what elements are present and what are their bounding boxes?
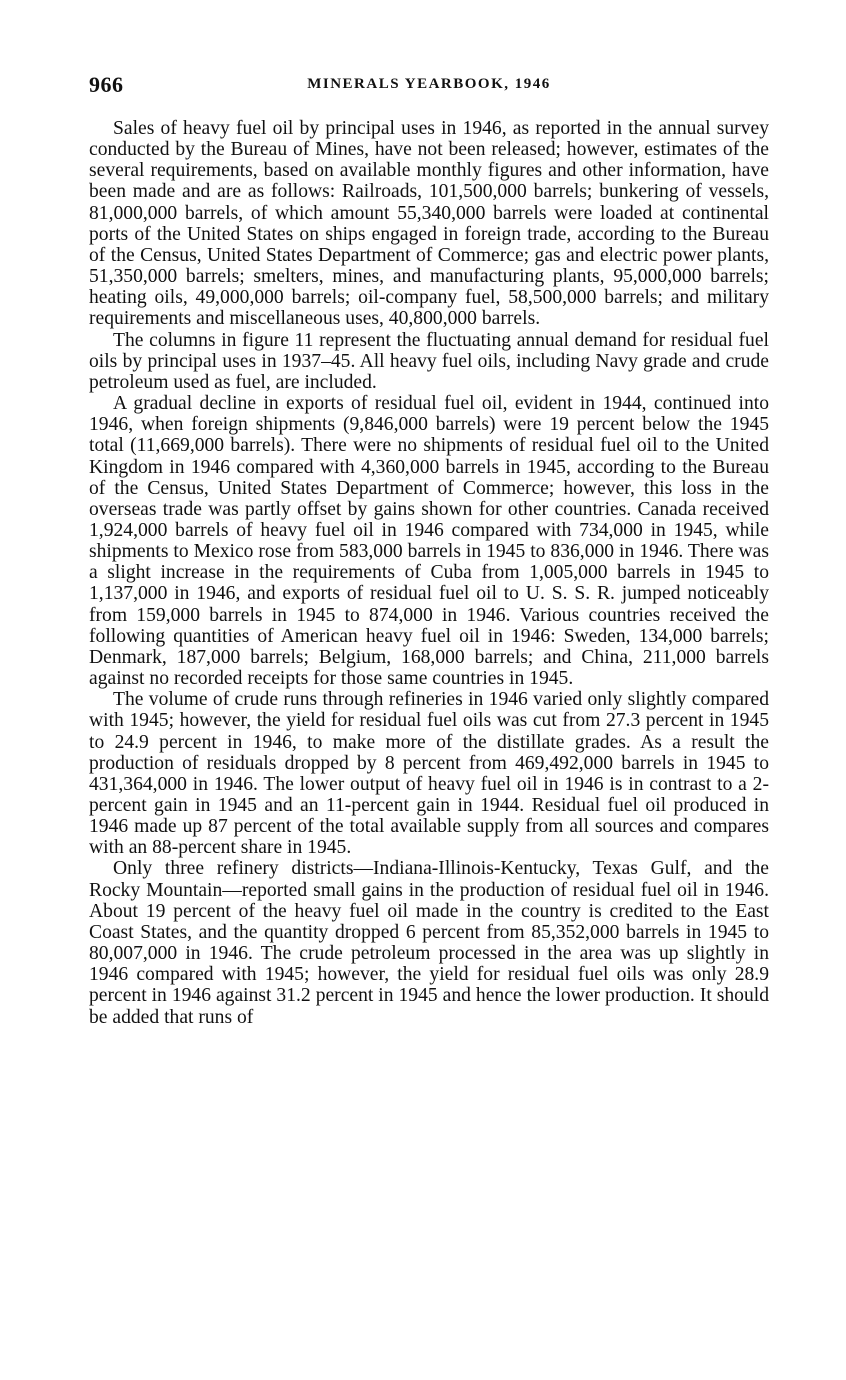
paragraph-fuel-oil-sales: Sales of heavy fuel oil by principal uses in 1946, as reported in the annual survey conducted by the Bureau of Mines, have not been released; however, estimates of the several requirements, based on available monthly figures and other information, have been made and are as follows: Railroads, 101,500,000 barrels; bunkering of vessels, 81,000,000 barrels, of which amount 55,340,000 barrels were loaded at continental ports of the United States on ships engaged in foreign trade, according to the Bureau of the Census, United States Department of Commerce; gas and electric power plants, 51,350,000 barrels; smelters, mines, and manufacturing plants, 95,000,000 barrels; heating oils, 49,000,000 barrels; oil-company fuel, 58,500,000 barrels; and military requirements and miscellaneous uses, 40,800,000 barrels.: [89, 118, 769, 330]
running-head: MINERALS YEARBOOK, 1946: [307, 76, 551, 92]
paragraph-figure-11: The columns in figure 11 represent the fluctuating annual demand for residual fuel oils by principal uses in 1937–45. All heavy fuel oils, including Navy grade and crude petroleum used as fuel, are included.: [89, 329, 769, 393]
body-text: [89, 118, 769, 1028]
paragraph-crude-runs: The volume of crude runs through refineries in 1946 varied only slightly compared with 1945; however, the yield for residual fuel oils was cut from 27.3 percent in 1945 to 24.9 percent in 1946, to make more of the distillate grades. As a result the production of residuals dropped by 8 percent from 469,492,000 barrels in 1945 to 431,364,000 in 1946. The lower output of heavy fuel oil in 1946 is in contrast to a 2-percent gain in 1945 and an 11-percent gain in 1944. Residual fuel oil produced in 1946 made up 87 percent of the total available supply from all sources and compares with an 88-percent share in 1945.: [89, 689, 769, 859]
page-number: 966: [89, 72, 124, 97]
paragraph-refinery-districts: Only three refinery districts—Indiana-Illinois-Kentucky, Texas Gulf, and the Rocky Mountain—reported small gains in the production of residual fuel oil in 1946. About 19 percent of the heavy fuel oil made in the country is credited to the East Coast States, and the quantity dropped 6 percent from 85,352,000 barrels in 1945 to 80,007,000 in 1946. The crude petroleum processed in the area was up slightly in 1946 compared with 1945; however, the yield for residual fuel oils was only 28.9 percent in 1946 against 31.2 percent in 1945 and hence the lower production. It should be added that runs of: [89, 858, 769, 1028]
page-header: [89, 72, 769, 104]
paragraph-exports: A gradual decline in exports of residual fuel oil, evident in 1944, continued into 1946, when foreign shipments (9,846,000 barrels) were 19 percent below the 1945 total (11,669,000 barrels). There were no shipments of residual fuel oil to the United Kingdom in 1946 compared with 4,360,000 barrels in 1945, according to the Bureau of the Census, United States Department of Commerce; however, this loss in the overseas trade was partly offset by gains shown for other countries. Canada received 1,924,000 barrels of heavy fuel oil in 1946 compared with 734,000 in 1945, while shipments to Mexico rose from 583,000 barrels in 1945 to 836,000 in 1946. There was a slight increase in the requirements of Cuba from 1,005,000 barrels in 1945 to 1,137,000 in 1946, and exports of residual fuel oil to U. S. S. R. jumped noticeably from 159,000 barrels in 1945 to 874,000 in 1946. Various countries received the following quantities of American heavy fuel oil in 1946: Sweden, 134,000 barrels; Denmark, 187,000 barrels; Belgium, 168,000 barrels; and China, 211,000 barrels against no recorded receipts for those same countries in 1945.: [89, 393, 769, 690]
